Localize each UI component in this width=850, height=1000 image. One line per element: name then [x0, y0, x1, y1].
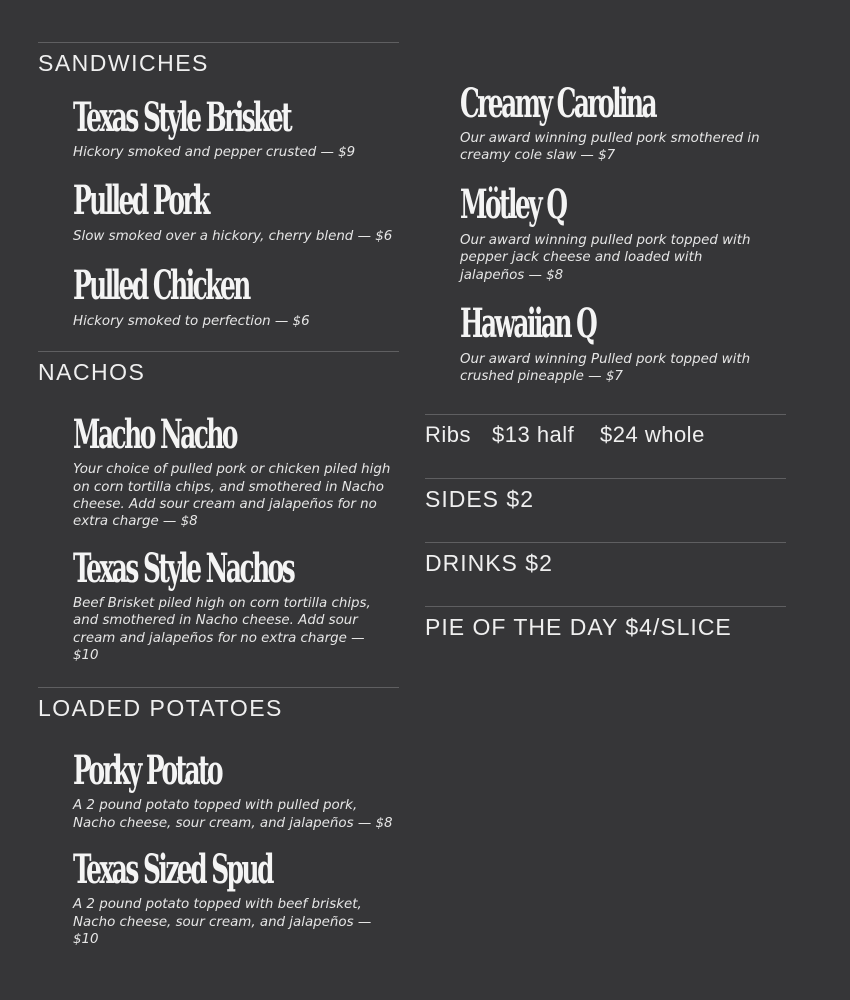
item-description: A 2 pound potato topped with beef brisket, Nacho cheese, sour cream, and jalapeños — $10 — [73, 897, 372, 948]
item-description: Hickory smoked to perfection — $6 — [73, 313, 310, 329]
menu-item — [73, 177, 393, 245]
item-description: Our award winning pulled pork smothered in creamy cole slaw — $7 — [460, 131, 760, 164]
item-name: Mötley Q — [460, 180, 566, 228]
section-divider — [425, 606, 786, 607]
item-name: Texas Sized Spud — [73, 846, 272, 894]
menu-item — [73, 262, 393, 330]
item-name: Hawaiian Q — [460, 300, 596, 348]
section-title-loaded-potatoes: LOADED POTATOES — [38, 695, 283, 722]
item-name: Creamy Carolina — [460, 80, 656, 127]
ribs-half-price: $13 half — [492, 421, 575, 447]
sides-price: SIDES $2 — [425, 485, 534, 512]
item-description: Your choice of pulled pork or chicken piled high on corn tortilla chips, and smothered in Nacho cheese. Add sour cream and jalapeños for no extra charge — $8 — [73, 462, 391, 530]
ribs-price-row — [425, 420, 786, 450]
item-name: Texas Style Nachos — [73, 544, 294, 592]
menu-item — [73, 846, 393, 948]
section-divider — [425, 414, 786, 415]
section-title-sandwiches: SANDWICHES — [38, 50, 209, 76]
item-description: Slow smoked over a hickory, cherry blend — $6 — [73, 229, 393, 245]
item-name: Texas Style Brisket — [73, 94, 291, 141]
section-divider — [38, 687, 399, 688]
menu-item — [460, 300, 770, 386]
menu-item — [73, 411, 393, 531]
drinks-price: DRINKS $2 — [425, 549, 553, 576]
section-divider — [38, 42, 399, 43]
menu-item — [73, 545, 393, 665]
item-name: Pulled Chicken — [73, 261, 249, 309]
menu-item — [73, 94, 393, 161]
item-name: Porky Potato — [73, 747, 222, 795]
menu-right-column — [425, 0, 786, 642]
section-divider — [38, 351, 399, 352]
section-divider — [425, 478, 786, 479]
section-divider — [425, 542, 786, 543]
pie-of-the-day-price: PIE OF THE DAY $4/SLICE — [425, 613, 732, 640]
menu-item — [460, 181, 770, 284]
ribs-whole-price: $24 whole — [600, 421, 705, 447]
item-name: Macho Nacho — [73, 411, 236, 459]
ribs-label: Ribs — [425, 421, 472, 447]
item-description: A 2 pound potato topped with pulled pork, Nacho cheese, sour cream, and jalapeños — $8 — [73, 798, 393, 831]
item-name: Pulled Pork — [73, 177, 208, 225]
section-title-nachos: NACHOS — [38, 359, 146, 386]
item-description: Our award winning pulled pork topped with pepper jack cheese and loaded with jalapeños — $8 — [460, 232, 751, 283]
item-description: Our award winning Pulled pork topped with crushed pineapple — $7 — [460, 352, 751, 385]
menu-left-column — [38, 0, 399, 949]
menu-item — [460, 80, 770, 165]
menu-item — [73, 747, 393, 832]
item-description: Beef Brisket piled high on corn tortilla chips, and smothered in Nacho cheese. Add sour cream and jalapeños for no extra charge — $10 — [73, 595, 371, 664]
item-description: Hickory smoked and pepper crusted — $9 — [73, 145, 356, 160]
